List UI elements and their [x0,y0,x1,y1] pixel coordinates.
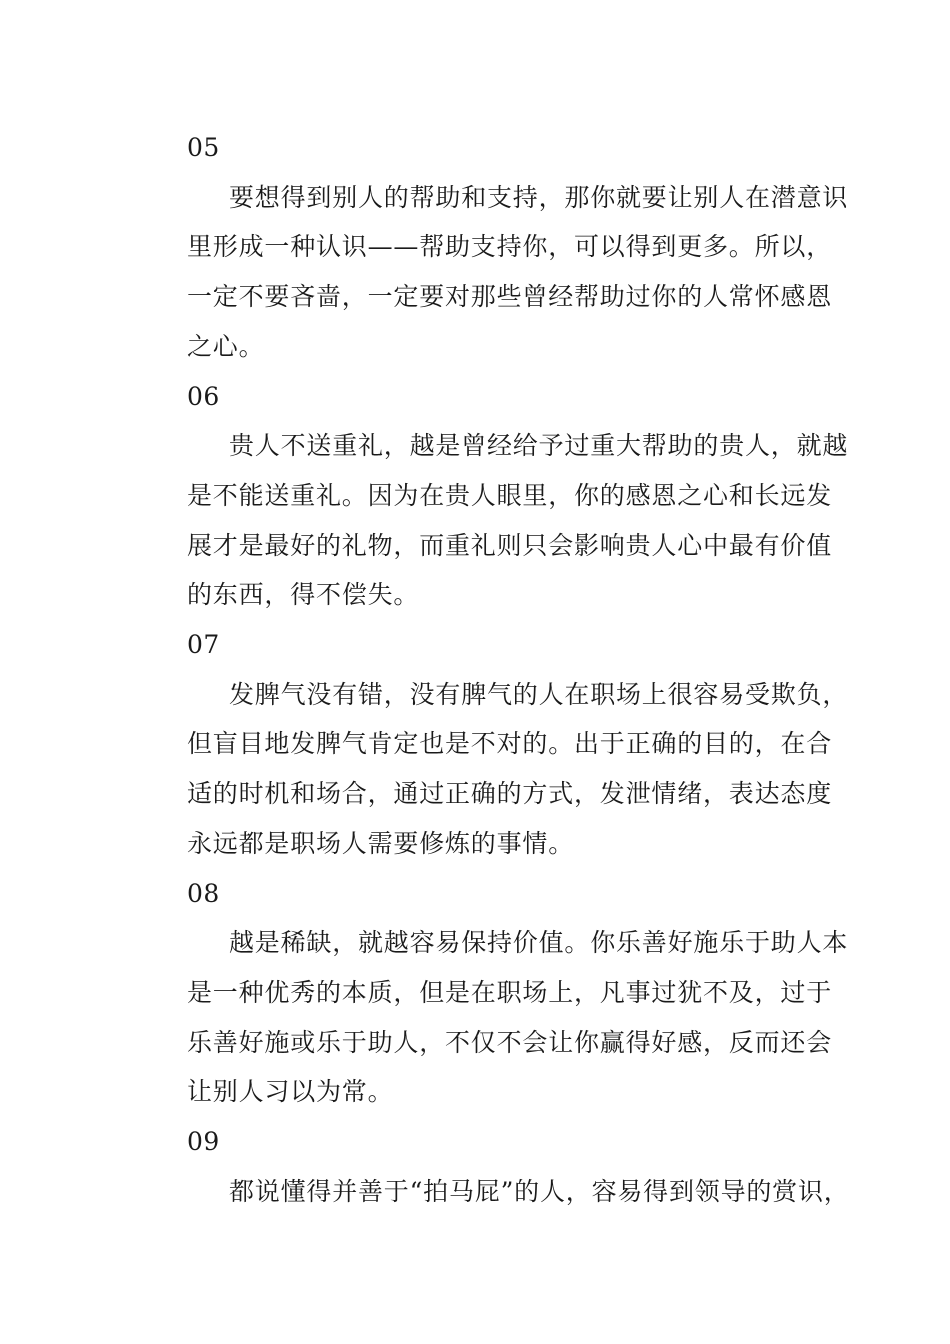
section-number-05: 05 [187,133,220,162]
paragraph-line: 的东西，得不偿失。 [187,580,420,610]
document-body [145,123,850,1216]
section-paragraph-05 [145,173,849,372]
paragraph-line: 是不能送重礼。因为在贵人眼里，你的感恩之心和长远发 [187,480,833,510]
paragraph-line: 要想得到别人的帮助和支持，那你就要让别人在潜意识 [229,182,849,212]
section-number-08: 08 [187,878,220,908]
paragraph-line: 越是稀缺，就越容易保持价值。你乐善好施乐于助人本 [229,928,849,958]
paragraph-line: 展才是最好的礼物，而重礼则只会影响贵人心中最有价值 [187,530,833,560]
paragraph-line: 里形成一种认识——帮助支持你，可以得到更多。所以， [187,232,833,262]
section-paragraph-06 [145,421,849,620]
paragraph-line: 都说懂得并善于“拍马屁”的人，容易得到领导的赏识， [229,1176,850,1206]
section-paragraph-08 [145,918,849,1117]
paragraph-line: 适的时机和场合，通过正确的方式，发泄情绪，表达态度 [187,779,833,809]
paragraph-line: 一定不要吝啬，一定要对那些曾经帮助过你的人常怀感恩 [187,282,833,312]
paragraph-line: 乐善好施或乐于助人，不仅不会让你赢得好感，反而还会 [187,1027,833,1057]
paragraph-line: 但盲目地发脾气肯定也是不对的。出于正确的目的，在合 [187,729,833,759]
section-paragraph-07 [145,670,849,869]
paragraph-line: 是一种优秀的本质，但是在职场上，凡事过犹不及，过于 [187,977,833,1007]
paragraph-line: 永远都是职场人需要修炼的事情。 [187,828,575,858]
section-number-06: 06 [187,381,220,411]
paragraph-line: 让别人习以为常。 [187,1077,394,1107]
paragraph-line: 贵人不送重礼，越是曾经给予过重大帮助的贵人，就越 [229,431,849,461]
section-paragraph-09 [145,1167,850,1217]
section-number-07: 07 [187,630,220,660]
paragraph-line: 之心。 [187,331,265,361]
paragraph-line: 发脾气没有错，没有脾气的人在职场上很容易受欺负， [229,679,849,709]
section-number-09: 09 [187,1127,220,1157]
